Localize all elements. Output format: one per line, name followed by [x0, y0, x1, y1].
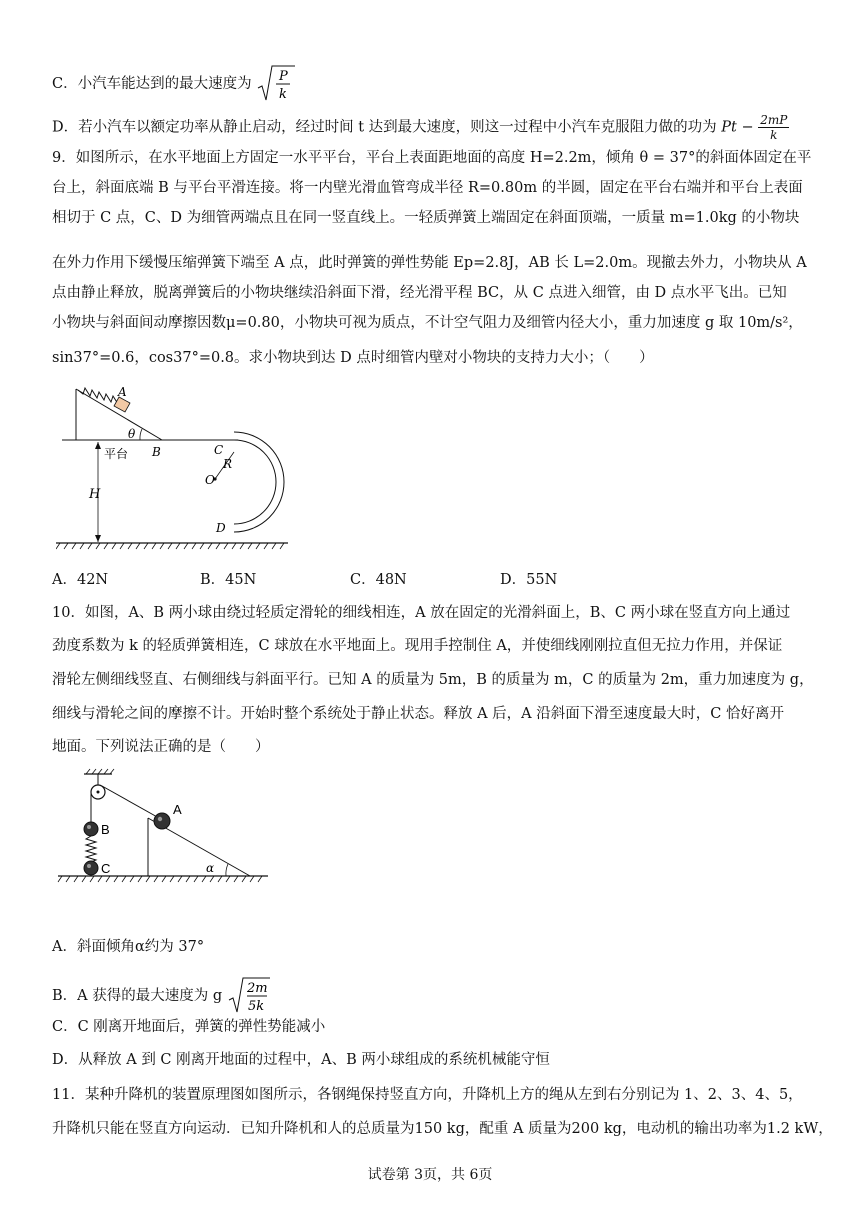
label-b2: B: [101, 822, 110, 837]
q10-line-2: 劲度系数为 k 的轻质弹簧相连，C 球放在水平地面上。现用手控制住 A，并使细线刚刚拉直但无拉力作用，并保证: [52, 638, 783, 654]
q9-option-a[interactable]: A．42N: [52, 572, 109, 588]
q10-option-b[interactable]: B．A 获得的最大速度为 g 2m 5k: [52, 976, 271, 1016]
q9-line-4: 在外力作用下缓慢压缩弹簧下端至 A 点，此时弹簧的弹性势能 Ep=2.8J，AB 长 L=2.0m。现撤去外力，小物块从 A: [52, 255, 807, 271]
q9-figure: [56, 382, 296, 552]
q9-line-2: 台上，斜面底端 B 与平台平滑连接。将一内壁光滑血管弯成半径 R=0.80m 的半圆，固定在平台右端并和平台上表面: [52, 180, 803, 196]
q9-option-d[interactable]: D．55N: [500, 572, 558, 588]
label-b: B: [152, 445, 161, 459]
label-platform: 平台: [104, 447, 129, 461]
sqrt-frac-icon: [227, 976, 271, 1016]
q11-line-2: 升降机只能在竖直方向运动．已知升降机和人的总质量为150 kg，配重 A 质量为200 kg，电动机的输出功率为1.2 kW，: [52, 1121, 833, 1137]
label-h: H: [89, 487, 101, 502]
q10-figure: [56, 768, 270, 886]
q10-optb-num: 2m: [246, 981, 268, 996]
q10-optb-sqrt: [227, 976, 271, 1016]
q10-line-5: 地面。下列说法正确的是（ ）: [52, 739, 270, 755]
q9-option-b[interactable]: B．45N: [200, 572, 257, 588]
q10-option-c[interactable]: C．C 刚离开地面后，弹簧的弹性势能减小: [52, 1019, 326, 1035]
q9-option-c[interactable]: C．48N: [350, 572, 407, 588]
label-o: O: [205, 473, 215, 487]
label-theta: θ: [128, 427, 136, 441]
q9-line-3: 相切于 C 点，C、D 为细管两端点且在同一竖直线上。一轻质弹簧上端固定在斜面顶端，一质量 m=1.0kg 的小物块: [52, 210, 800, 226]
q8-optd-num: 2mP: [760, 113, 788, 127]
q11-line-1: 11．某种升降机的装置原理图如图所示，各钢绳保持竖直方向，升降机上方的绳从左到右分别记为 1、2、3、4、5，: [52, 1087, 803, 1103]
q8-optc-den: k: [279, 87, 288, 102]
q9-line-7: sin37°=0.6，cos37°=0.8。求小物块到达 D 点时细管内壁对小物块的支持力大小；（ ）: [52, 350, 654, 366]
q8-optd-den: k: [770, 128, 778, 142]
label-a2: A: [173, 802, 182, 817]
label-alpha: α: [206, 861, 215, 875]
page-footer: 试卷第 3页，共 6页: [367, 1167, 493, 1183]
q10-line-3: 滑轮左侧细线竖直、右侧细线与斜面平行。已知 A 的质量为 5m，B 的质量为 m，C 的质量为 2m，重力加速度为 g，: [52, 672, 814, 688]
q8-optd-expr: Pt −: [721, 119, 754, 136]
q10-option-d[interactable]: D．从释放 A 到 C 刚离开地面的过程中，A、B 两小球组成的系统机械能守恒: [52, 1052, 550, 1068]
q9-line-1: 9．如图所示，在水平地面上方固定一水平平台，平台上表面距地面的高度 H=2.2m，倾角 θ = 37°的斜面体固定在平: [52, 150, 812, 166]
q10-option-a[interactable]: A．斜面倾角α约为 37°: [52, 939, 205, 955]
q9-line-6: 小物块与斜面间动摩擦因数μ=0.80，小物块可视为质点，不计空气阻力及细管内径大小，重力加速度 g 取 10m/s²，: [52, 315, 803, 331]
q10-optb-den: 5k: [247, 999, 264, 1014]
label-c2: C: [101, 861, 111, 876]
label-c: C: [214, 443, 224, 457]
label-d: D: [216, 521, 226, 535]
q9-line-5: 点由静止释放，脱离弹簧后的小物块继续沿斜面下滑，经光滑平程 BC，从 C 点进入细管，由 D 点水平飞出。已知: [52, 285, 787, 301]
label-a: A: [118, 385, 127, 399]
q8-option-c: C．小汽车能达到的最大速度为 P k: [52, 64, 296, 104]
sqrt-symbol: [256, 64, 296, 104]
q10-line-1: 10．如图，A、B 两小球由绕过轻质定滑轮的细线相连，A 放在固定的光滑斜面上，B、C 两小球在竖直方向上通过: [52, 605, 791, 621]
q8-optd-fraction: [758, 113, 789, 142]
q8-optc-num: P: [279, 69, 288, 84]
q10-line-4: 细线与滑轮之间的摩擦不计。开始时整个系统处于静止状态。释放 A 后，A 沿斜面下滑至速度最大时，C 恰好离开: [52, 706, 784, 722]
sqrt-frac-icon: [256, 64, 296, 104]
q8-option-d: D．若小汽车以额定功率从静止启动，经过时间 t 达到最大速度，则这一过程中小汽车克服阻力做的功为 Pt − $\frac{2mP}{k}$: [52, 113, 788, 142]
label-r: R: [223, 457, 233, 471]
